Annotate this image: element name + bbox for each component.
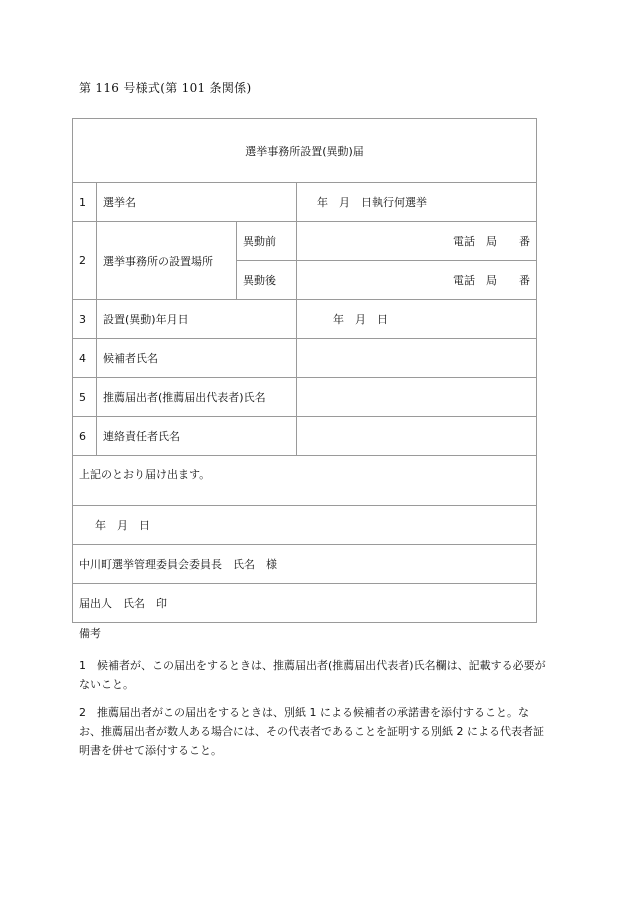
note-text: 2 推薦届出者がこの届出をするときは、別紙 1 による候補者の承諾書を添付すること。なお、推薦届出者が数人ある場合には、その代表者であることを証明する別紙 2 による代表者証明書を併せて添付すること。 [79, 706, 544, 757]
row-candidate-name [73, 339, 537, 378]
recommender-name-field[interactable] [297, 378, 537, 417]
applicant-field[interactable]: 届出人 氏名 印 [73, 584, 537, 623]
form-title: 選挙事務所設置(異動)届 [73, 119, 537, 183]
location-before-field[interactable]: 電話 局 番 [297, 222, 537, 261]
row-setup-date [73, 300, 537, 339]
note-text: 1 候補者が、この届出をするときは、推薦届出者(推薦届出代表者)氏名欄は、記載する必要がないこと。 [79, 659, 546, 691]
note-item-2 [79, 703, 549, 760]
date-row [73, 506, 537, 545]
row-label: 選挙名 [97, 183, 297, 222]
row-number: 4 [73, 339, 97, 378]
declaration-text: 上記のとおり届け出ます。 [73, 456, 537, 506]
row-label: 連絡責任者氏名 [97, 417, 297, 456]
row-number: 1 [73, 183, 97, 222]
addressee-text: 中川町選挙管理委員会委員長 氏名 様 [73, 545, 537, 584]
submission-date-field[interactable]: 年 月 日 [73, 506, 537, 545]
row-contact-person-name [73, 417, 537, 456]
form-number: 第 116 号様式(第 101 条関係) [79, 81, 252, 95]
notes-heading: 備考 [79, 627, 101, 640]
title-row [73, 119, 537, 183]
row-label: 選挙事務所の設置場所 [97, 222, 237, 300]
note-item-1 [79, 656, 549, 694]
row-label: 候補者氏名 [97, 339, 297, 378]
row-office-location-before [73, 222, 537, 261]
location-after-field[interactable]: 電話 局 番 [297, 261, 537, 300]
contact-person-field[interactable] [297, 417, 537, 456]
row-label: 設置(異動)年月日 [97, 300, 297, 339]
applicant-row [73, 584, 537, 623]
row-number: 6 [73, 417, 97, 456]
after-label: 異動後 [237, 261, 297, 300]
notification-form-table [72, 118, 537, 623]
candidate-name-field[interactable] [297, 339, 537, 378]
before-label: 異動前 [237, 222, 297, 261]
row-number: 3 [73, 300, 97, 339]
row-election-name [73, 183, 537, 222]
row-number: 2 [73, 222, 97, 300]
row-recommender-name [73, 378, 537, 417]
election-name-field[interactable]: 年 月 日執行何選挙 [297, 183, 537, 222]
addressee-row [73, 545, 537, 584]
row-label: 推薦届出者(推薦届出代表者)氏名 [97, 378, 297, 417]
row-number: 5 [73, 378, 97, 417]
setup-date-field[interactable]: 年 月 日 [297, 300, 537, 339]
declaration-row [73, 456, 537, 506]
